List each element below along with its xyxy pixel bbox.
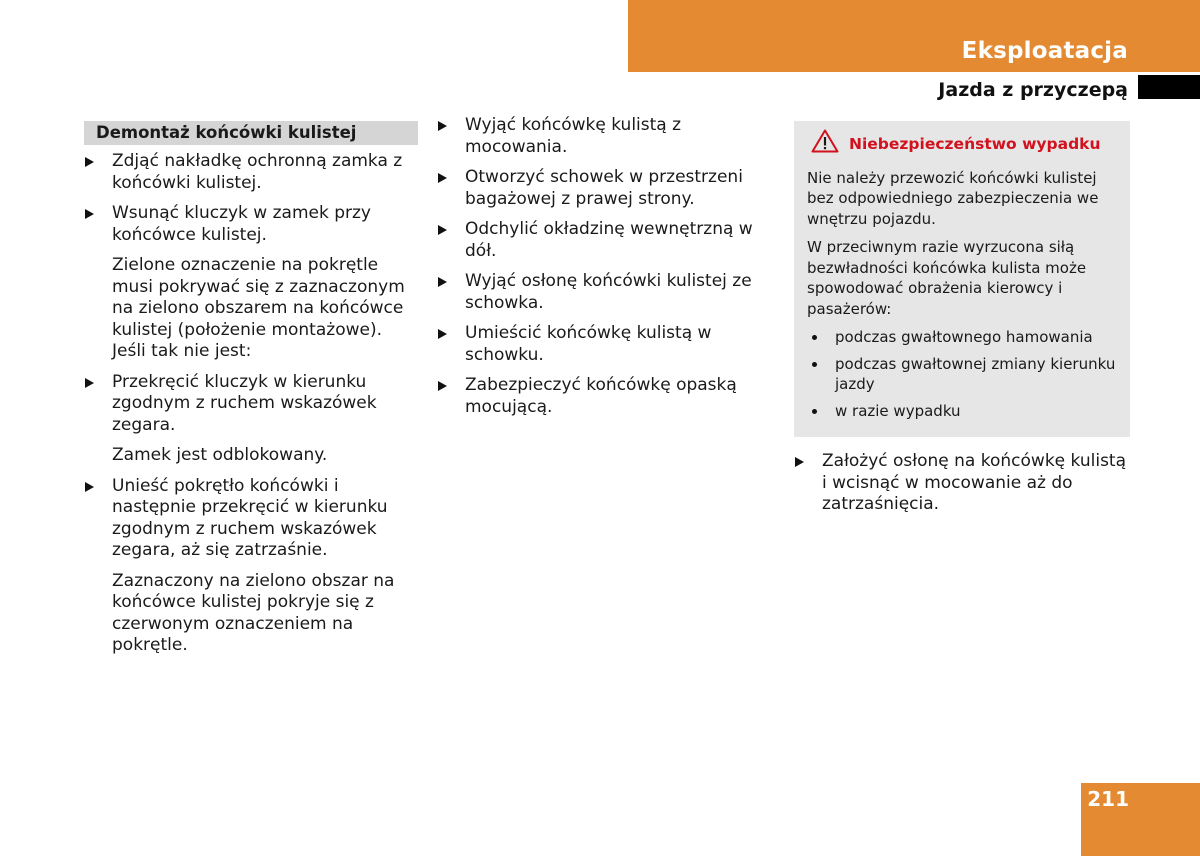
instruction-step: Wyjąć końcówkę kulistą z mocowania. [437, 115, 757, 158]
chapter-title: Eksploatacja [961, 38, 1128, 64]
instruction-step: Wyjąć osłonę końcówki kulistej ze schowka. [437, 271, 757, 314]
page-number: 211 [1087, 787, 1129, 811]
section-title: Jazda z przyczepą [938, 79, 1128, 101]
warning-paragraph: W przeciwnym razie wyrzucona siłą bezwładności końcówka kulista może spowodować obrażenia kierowcy i pasażerów: [807, 238, 1087, 318]
warning-bullet: podczas gwałtownej zmiany kierunku jazdy [807, 354, 1118, 395]
instruction-step: Unieść pokrętło końcówki i następnie przekręcić w kierunku zgodnym z ruchem wskazówek zegara, aż się zatrzaśnie. [84, 476, 418, 562]
instruction-step: Założyć osłonę na końcówkę kulistą i wcisnąć w mocowanie aż do zatrzaśnięcia. [794, 451, 1130, 516]
instruction-note: Zielone oznaczenie na pokrętle musi pokrywać się z zaznaczonym na zielono obszarem na końcówce kulistej (położenie montażowe). Jeśli tak nie jest: [112, 255, 405, 361]
warning-title: Niebezpieczeństwo wypadku [849, 134, 1101, 153]
instruction-step: Wsunąć kluczyk w zamek przy końcówce kulistej. [84, 203, 418, 246]
instruction-step: Zabezpieczyć końcówkę opaską mocującą. [437, 375, 757, 418]
instruction-step: Odchylić okładzinę wewnętrzną w dół. [437, 219, 757, 262]
warning-header [811, 129, 1118, 159]
instruction-step: Zdjąć nakładkę ochronną zamka z końcówki kulistej. [84, 151, 418, 194]
instruction-step: Otworzyć schowek w przestrzeni bagażowej z prawej strony. [437, 167, 757, 210]
warning-box [794, 121, 1130, 437]
warning-bullet: podczas gwałtownego hamowania [807, 327, 1118, 348]
column-right [794, 121, 1130, 525]
warning-bullet: w razie wypadku [807, 401, 1118, 422]
subheading: Demontaż końcówki kulistej [84, 121, 418, 145]
column-left [84, 121, 418, 666]
column-middle [437, 115, 757, 427]
instruction-step: Przekręcić kluczyk w kierunku zgodnym z ruchem wskazówek zegara. [84, 372, 418, 437]
warning-triangle-icon [811, 129, 839, 159]
instruction-note: Zaznaczony na zielono obszar na końcówce kulistej pokryje się z czerwonym oznaczeniem na pokrętle. [112, 570, 395, 655]
section-marker-tab [1138, 75, 1200, 99]
warning-paragraph: Nie należy przewozić końcówki kulistej bez odpowiedniego zabezpieczenia we wnętrzu pojazdu. [807, 168, 1099, 228]
instruction-note: Zamek jest odblokowany. [112, 445, 328, 465]
instruction-step: Umieścić końcówkę kulistą w schowku. [437, 323, 757, 366]
